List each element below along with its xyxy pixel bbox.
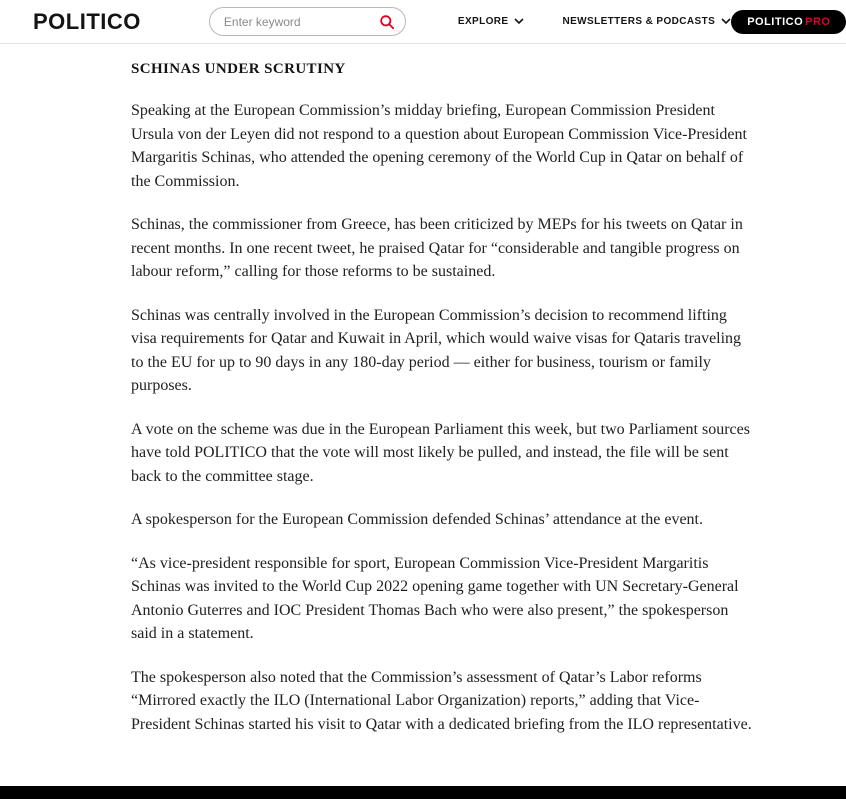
section-heading: SCHINAS UNDER SCRUTINY [131, 61, 346, 77]
nav-explore-label: EXPLORE [457, 16, 509, 27]
chevron-down-icon [721, 18, 731, 25]
article-body [131, 61, 753, 736]
politico-pro-brand: POLITICO [747, 15, 804, 28]
search-submit-button[interactable] [379, 14, 395, 30]
article-paragraph: Schinas was centrally involved in the European Commission’s decision to recommend lifting visa requirements for Qatar and Kuwait in April, which would waive visas for Qataris traveling to the EU for up to 90 days in any 180-day period — either for business, tourism or family purposes. [131, 306, 742, 394]
article-paragraph: The spokesperson also noted that the Commission’s assessment of Qatar’s Labor reforms “Mirrored exactly the ILO (International Labor Organization) reports,” adding that Vice-President Schinas started his visit to Qatar with a dedicated briefing from the ILO representative. [131, 668, 752, 733]
site-header [0, 0, 846, 44]
search-box[interactable] [209, 7, 406, 36]
politico-pro-button[interactable] [731, 10, 846, 34]
article-paragraph: Schinas, the commissioner from Greece, has been criticized by MEPs for his tweets on Qatar in recent months. In one recent tweet, he praised Qatar for “considerable and tangible progress on labour reform,” calling for those reforms to be sustained. [131, 216, 743, 280]
article-paragraph: A vote on the scheme was due in the European Parliament this week, but two Parliament sources have told POLITICO that the vote will most likely be pulled, and instead, the file will be sent back to the committee stage. [131, 420, 750, 485]
politico-pro-suffix: PRO [805, 15, 831, 28]
chevron-down-icon [514, 18, 524, 25]
article-paragraph: Speaking at the European Commission’s midday briefing, European Commission President Ursula von der Leyen did not respond to a question about European Commission Vice-President Margaritis Schinas, who attended the opening ceremony of the World Cup in Qatar on behalf of the Commission. [131, 102, 747, 190]
article-paragraph: “As vice-president responsible for sport, European Commission Vice-President Margaritis Schinas was invited to the World Cup 2022 opening game together with UN Secretary-General Antonio Guterres and IOC President Thomas Bach who were also present,” the spokesperson said in a statement. [131, 554, 739, 642]
nav-newsletters-podcasts[interactable] [562, 16, 731, 27]
politico-logo[interactable]: POLITICO [33, 8, 141, 34]
article-paragraph: A spokesperson for the European Commission defended Schinas’ attendance at the event. [131, 511, 703, 528]
nav-explore[interactable] [458, 16, 525, 27]
nav-newsletters-podcasts-label: NEWSLETTERS & PODCASTS [562, 16, 716, 27]
search-input[interactable] [224, 15, 379, 29]
search-icon [379, 14, 395, 30]
footer-bar [0, 786, 846, 799]
